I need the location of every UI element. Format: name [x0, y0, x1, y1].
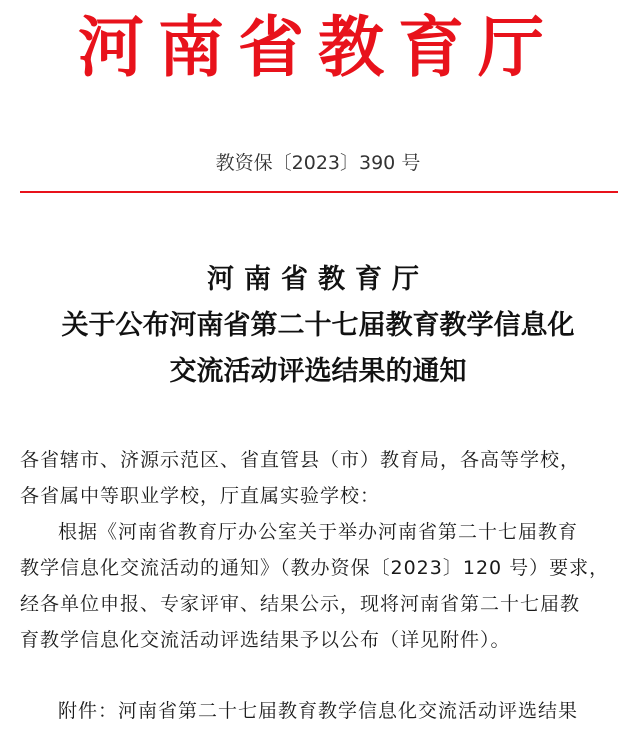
notice-title-line-2: 关于公布河南省第二十七届教育教学信息化 [61, 310, 575, 341]
masthead-title: 河南省教育厅 [78, 9, 558, 86]
red-divider-line [20, 191, 618, 193]
addressee-line-1: 各省辖市、济源示范区、省直管县（市）教育局，各高等学校， [20, 449, 581, 471]
addressee-line-2: 各省属中等职业学校，厅直属实验学校： [20, 485, 381, 507]
notice-title-line-3: 交流活动评选结果的通知 [169, 356, 467, 387]
body-paragraph-line-1: 根据《河南省教育厅办公室关于举办河南省第二十七届教育 [58, 521, 579, 543]
body-paragraph-line-2: 教学信息化交流活动的通知》（教办资保〔2023〕120 号）要求， [20, 557, 610, 579]
body-paragraph-line-3: 经各单位申报、专家评审、结果公示，现将河南省第二十七届教 [20, 593, 581, 615]
notice-title-line-1: 河南省教育厅 [207, 264, 429, 295]
body-paragraph-line-4: 育教学信息化交流活动评选结果予以公布（详见附件）。 [20, 629, 511, 651]
attachment-line: 附件：河南省第二十七届教育教学信息化交流活动评选结果 [58, 700, 579, 722]
document-number: 教资保〔2023〕390 号 [215, 152, 421, 174]
